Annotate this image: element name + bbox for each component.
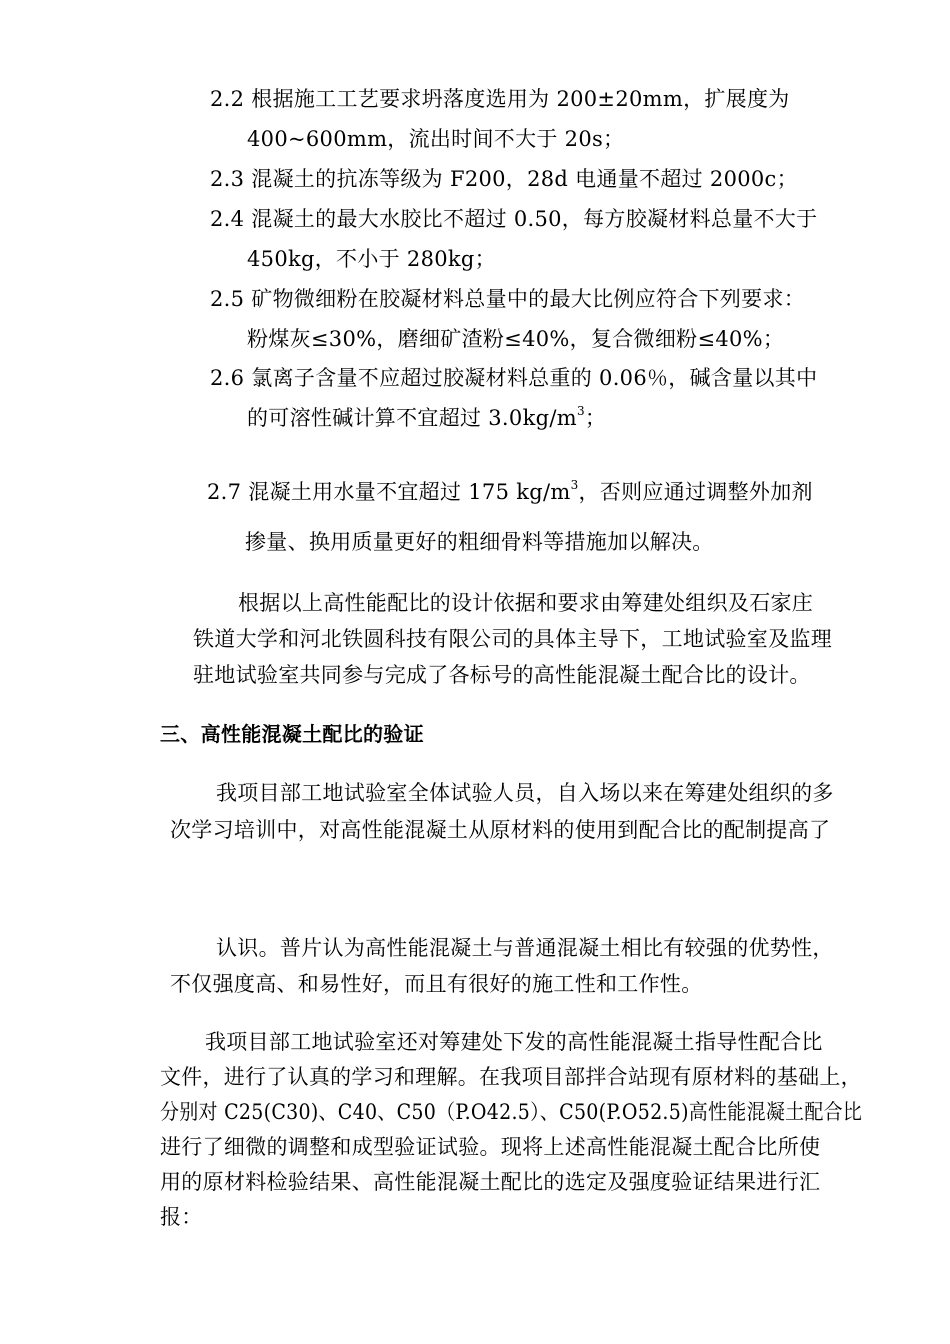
para4-line-5: 用的原材料检验结果、高性能混凝土配比的选定及强度验证结果进行汇	[160, 1170, 821, 1194]
item-2-2-line-1: 2.2 根据施工工艺要求坍落度选用为 200±20mm，扩展度为	[210, 87, 790, 111]
item-2-4-line-1: 2.4 混凝土的最大水胶比不超过 0.50，每方胶凝材料总量不大于	[210, 207, 818, 231]
para4-line-6: 报：	[160, 1205, 203, 1229]
item-2-4-line-2: 450kg，不小于 280kg；	[247, 247, 496, 271]
item-2-3-line-1: 2.3 混凝土的抗冻等级为 F200，28d 电通量不超过 2000c；	[210, 167, 798, 191]
para4-line-4: 进行了细微的调整和成型验证试验。现将上述高性能混凝土配合比所使	[160, 1135, 821, 1159]
para2-line-2: 次学习培训中，对高性能混凝土从原材料的使用到配合比的配制提高了	[170, 818, 831, 842]
para4-line-3: 分别对 C25(C30)、C40、C50（P.O42.5）、C50(P.O52.5)高性能混凝土配合比	[160, 1100, 863, 1124]
item-2-5-line-1: 2.5 矿物微细粉在胶凝材料总量中的最大比例应符合下列要求：	[210, 287, 806, 311]
para3-line-2: 不仅强度高、和易性好，而且有很好的施工性和工作性。	[170, 972, 703, 996]
para1-line-1: 根据以上高性能配比的设计依据和要求由筹建处组织及石家庄	[238, 591, 814, 615]
superscript-3: 3	[576, 404, 585, 418]
item-2-2-line-2: 400~600mm，流出时间不大于 20s；	[247, 127, 625, 151]
item-2-7-line-2: 掺量、换用质量更好的粗细骨料等措施加以解决。	[245, 530, 714, 554]
para3-line-1: 认识。普片认为高性能混凝土与普通混凝土相比有较强的优势性，	[216, 936, 834, 960]
item-2-5-line-2: 粉煤灰≤30%，磨细矿渣粉≤40%，复合微细粉≤40%；	[247, 327, 785, 351]
item-2-6-line-1: 2.6 氯离子含量不应超过胶凝材料总重的 0.06％，碱含量以其中	[210, 366, 818, 390]
para1-line-3: 驻地试验室共同参与完成了各标号的高性能混凝土配合比的设计。	[193, 663, 811, 687]
item-2-6-line-2: 的可溶性碱计算不宜超过 $3.0kg/m^3$；	[247, 404, 607, 430]
para2-line-1: 我项目部工地试验室全体试验人员，自入场以来在筹建处组织的多	[216, 781, 834, 805]
item-2-7-line-1: 2.7 混凝土用水量不宜超过 175 $kg/m^3$，否则应通过调整外加剂	[207, 478, 813, 504]
superscript-3: 3	[570, 478, 579, 492]
section-heading-3: 三、高性能混凝土配比的验证	[160, 722, 424, 746]
para1-line-2: 铁道大学和河北铁圆科技有限公司的具体主导下，工地试验室及监理	[193, 627, 832, 651]
para4-line-2: 文件，进行了认真的学习和理解。在我项目部拌合站现有原材料的基础上，	[160, 1065, 862, 1089]
para4-line-1: 我项目部工地试验室还对筹建处下发的高性能混凝土指导性配合比	[205, 1030, 823, 1054]
